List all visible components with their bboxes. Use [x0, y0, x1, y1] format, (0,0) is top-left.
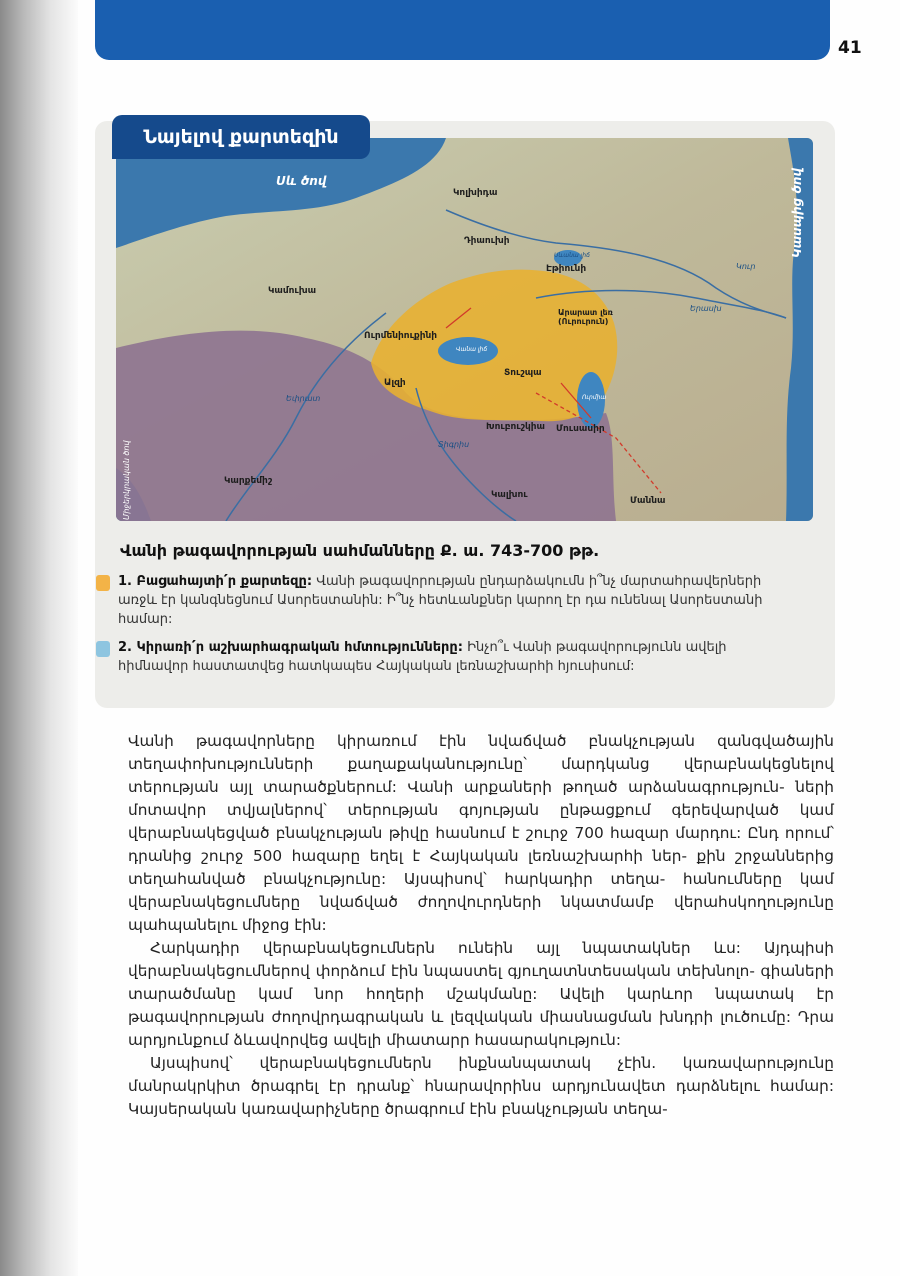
- task-1: [118, 572, 798, 629]
- label-lake-sevan: Սևանա լիճ: [554, 252, 590, 259]
- label-urme: Ուրմենիուքինի: [364, 331, 438, 341]
- label-black-sea: Սև ծով: [276, 174, 327, 188]
- label-musasir: Մուսասիր: [556, 424, 605, 434]
- task-2-title: 2. Կիրառի՛ր աշխարհագրական հմտությունները:: [118, 640, 463, 655]
- label-kolkha: Կոլխիդա: [453, 188, 498, 198]
- label-kammanu: Կամուխա: [268, 286, 317, 296]
- label-aldzi: Ալզի: [384, 378, 406, 388]
- header-bar: [95, 0, 830, 60]
- label-diauhi: Դիաուխի: [464, 236, 510, 246]
- label-mediterranean: Միջերկրական ծով: [122, 440, 131, 520]
- paragraph-1: Վանի թագավորները կիրառում էին նվաճված բնակչության զանգվածային տեղափոխությունների քաղաքականությունը՝ մարդկանց վերաբնակեցնելով տերության այլ տարածքներում: Վանի արքաների թողած արձանագրություն- ների մոտավոր տվյալներով՝ տերության գոյության ընթացքում գերեվարված կամ վերաբնակեցված բնակչության թիվը հասնում է շուրջ 700 հազար մարդու: Ընդ որում՝ դրանից շուրջ 500 հազարը եղել է Հայկական լեռնաշխարհի ներ- քին շրջաններից տեղահանված բնակչությունը: Այսպիսով՝ հարկադիր տեղա- հանումները կամ վերաբնակեցումները նվաճված ժողովուրդների նկատմամբ վերահսկողությունը պահպանելու միջոց էին:: [128, 732, 834, 934]
- label-tigris: Տիգրիս: [438, 440, 470, 449]
- label-kura: Կուր: [736, 262, 756, 271]
- label-araks: Երասխ: [690, 304, 722, 313]
- label-euphrates: Եփրատ: [286, 394, 321, 403]
- map-caption: Վանի թագավորության սահմանները Ք. ա. 743-700 թթ.: [120, 541, 600, 560]
- label-kalhu: Կալխու: [491, 490, 528, 500]
- paragraph-2: Հարկադիր վերաբնակեցումներն ունեին այլ նպատակներ ևս: Այդպիսի վերաբնակեցումներով փորձում էին նպաստել գյուղատնտեսական տեխնոլո- գիաների տարածմանը կամ նոր հողերի մշակմանը: Ավելի կարևոր նպատակ էր թագավորության ժողովրդագրական և լեզվական միասնացման խնդրի լուծումը: Դրա արդյունքում ձևավորվեց ավելի միատարր հասարակություն:: [128, 939, 834, 1049]
- label-lake-urmia: Ուրմիա: [582, 394, 607, 401]
- paragraph-3: Այսպիսով՝ վերաբնակեցումներն ինքնանպատակ չէին. կառավարությունը մանրակրկիտ ծրագրել էր դրանք՝ հնարավորինս արդյունավետ դարձնելու համար: Կայսերական կառավարիչները ծրագրում էին բնակչության տեղա-: [128, 1054, 834, 1118]
- label-karkemish: Կարքեմիշ: [224, 476, 273, 486]
- task-2-marker: [96, 641, 110, 657]
- section-tab: Նայելով քարտեզին: [112, 115, 370, 159]
- label-etiuni: Էթիունի: [546, 264, 587, 274]
- task-2-text: Ինչո՞ւ Վանի թագավորությունն ավելի հիմնավոր հաստատվեց հատկապես Հայկական լեռնաշխարհի հյուսիսում:: [118, 640, 727, 674]
- task-2: [118, 638, 798, 676]
- task-1-marker: [96, 575, 110, 591]
- label-manna: Մաննա: [630, 496, 666, 506]
- task-1-text: Վանի թագավորության ընդարձակումն ի՞նչ մարտահրավերների առջև էր կանգնեցնում Ասորեստանին: Ի՞նչ հետևանքներ կարող էր դա ունենալ Ասորեստանի համար:: [118, 574, 763, 627]
- page-number: 41: [838, 38, 862, 58]
- task-1-title: 1. Բացահայտի՛ր քարտեզը:: [118, 574, 313, 589]
- body-text: [128, 730, 834, 1121]
- label-kumuhi: Խուբուշկիա: [486, 422, 546, 432]
- label-ararat: Արարատ լեռ (Ուրուրուն): [558, 308, 613, 326]
- label-caspian-sea: Կասպից ծով: [790, 167, 804, 258]
- book-spine-shadow: [0, 0, 78, 1276]
- historical-map: [116, 138, 813, 521]
- label-tushpa: Տուշպա: [504, 368, 542, 378]
- label-lake-van: Վանա լիճ: [456, 346, 488, 353]
